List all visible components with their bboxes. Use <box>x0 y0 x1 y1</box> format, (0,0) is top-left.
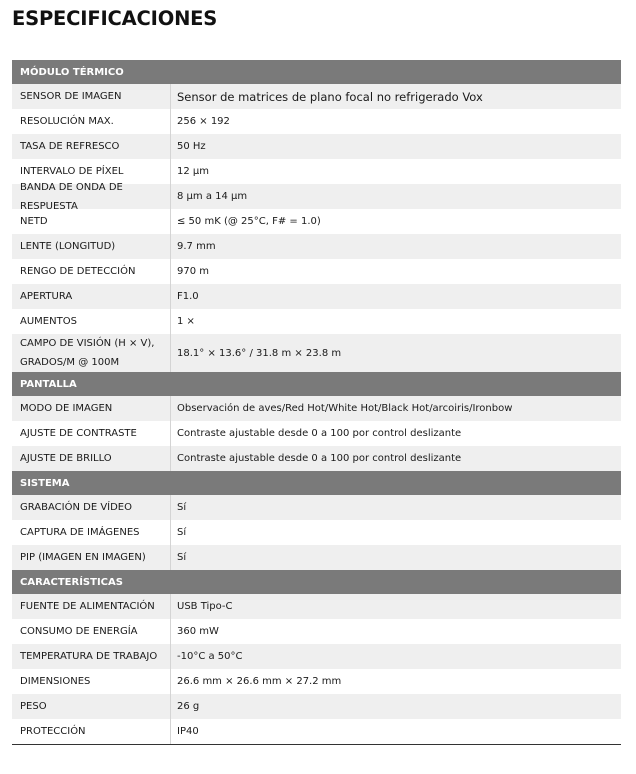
spec-label: RESOLUCIÓN MAX. <box>12 109 171 134</box>
spec-row <box>12 644 621 669</box>
spec-value: 360 mW <box>177 626 219 637</box>
section-header: CARACTERÍSTICAS <box>12 570 621 594</box>
spec-row <box>12 259 621 284</box>
spec-label: PIP (IMAGEN EN IMAGEN) <box>12 545 171 570</box>
spec-row <box>12 545 621 570</box>
spec-value: F1.0 <box>177 291 199 302</box>
spec-label: PROTECCIÓN <box>12 719 171 744</box>
spec-value: Sí <box>177 527 187 538</box>
spec-label: BANDA DE ONDA DE RESPUESTA <box>12 184 171 209</box>
spec-label: PESO <box>12 694 171 719</box>
spec-value: 18.1° × 13.6° / 31.8 m × 23.8 m <box>177 347 342 359</box>
spec-row <box>12 495 621 520</box>
section-header: PANTALLA <box>12 372 621 396</box>
spec-row <box>12 109 621 134</box>
spec-label: SENSOR DE IMAGEN <box>12 84 171 109</box>
spec-value: 9.7 mm <box>177 241 216 252</box>
spec-row <box>12 594 621 619</box>
spec-label: RENGO DE DETECCIÓN <box>12 259 171 284</box>
spec-label: AJUSTE DE BRILLO <box>12 446 171 471</box>
spec-value: 12 μm <box>177 166 210 177</box>
spec-value: 26 g <box>177 701 200 712</box>
spec-label: INTERVALO DE PÍXEL <box>12 159 171 184</box>
spec-value: 1 × <box>177 316 195 327</box>
spec-label: CAMPO DE VISIÓN (H × V), GRADOS/M @ 100M <box>12 334 171 372</box>
spec-row <box>12 309 621 334</box>
spec-value: 50 Hz <box>177 141 206 152</box>
spec-row <box>12 446 621 471</box>
spec-label: LENTE (LONGITUD) <box>12 234 171 259</box>
spec-row <box>12 694 621 719</box>
spec-value: USB Tipo-C <box>177 601 233 612</box>
spec-row <box>12 334 621 372</box>
spec-label: TEMPERATURA DE TRABAJO <box>12 644 171 669</box>
spec-row <box>12 134 621 159</box>
spec-row <box>12 719 621 744</box>
spec-label: FUENTE DE ALIMENTACIÓN <box>12 594 171 619</box>
spec-label: MODO DE IMAGEN <box>12 396 171 421</box>
spec-table <box>12 60 621 745</box>
spec-label: GRABACIÓN DE VÍDEO <box>12 495 171 520</box>
spec-value: Sí <box>177 552 187 563</box>
page-title: ESPECIFICACIONES <box>12 7 218 30</box>
spec-row <box>12 396 621 421</box>
section-header: SISTEMA <box>12 471 621 495</box>
spec-label: DIMENSIONES <box>12 669 171 694</box>
spec-row <box>12 669 621 694</box>
spec-row <box>12 84 621 109</box>
spec-value: -10°C a 50°C <box>177 651 243 662</box>
spec-label: TASA DE REFRESCO <box>12 134 171 159</box>
spec-label: AJUSTE DE CONTRASTE <box>12 421 171 446</box>
spec-value: Contraste ajustable desde 0 a 100 por control deslizante <box>177 428 462 439</box>
spec-row <box>12 619 621 644</box>
spec-label: AUMENTOS <box>12 309 171 334</box>
spec-row <box>12 284 621 309</box>
spec-value: IP40 <box>177 726 199 737</box>
spec-value: Observación de aves/Red Hot/White Hot/Black Hot/arcoiris/Ironbow <box>177 403 513 414</box>
spec-row <box>12 421 621 446</box>
spec-value: 970 m <box>177 266 210 277</box>
spec-label: CAPTURA DE IMÁGENES <box>12 520 171 545</box>
spec-row <box>12 181 621 212</box>
spec-label: APERTURA <box>12 284 171 309</box>
spec-value: 26.6 mm × 26.6 mm × 27.2 mm <box>177 676 342 687</box>
spec-row <box>12 520 621 545</box>
section-header: MÓDULO TÉRMICO <box>12 60 621 84</box>
spec-label: CONSUMO DE ENERGÍA <box>12 619 171 644</box>
spec-value: ≤ 50 mK (@ 25°C, F# = 1.0) <box>177 216 321 227</box>
spec-value: Sensor de matrices de plano focal no refrigerado Vox <box>177 89 483 104</box>
spec-row <box>12 234 621 259</box>
spec-value: 256 × 192 <box>177 116 230 127</box>
spec-row <box>12 209 621 234</box>
spec-value: Contraste ajustable desde 0 a 100 por control deslizante <box>177 453 462 464</box>
spec-value: Sí <box>177 502 187 513</box>
spec-value: 8 μm a 14 μm <box>177 191 248 202</box>
spec-label: NETD <box>12 209 171 234</box>
